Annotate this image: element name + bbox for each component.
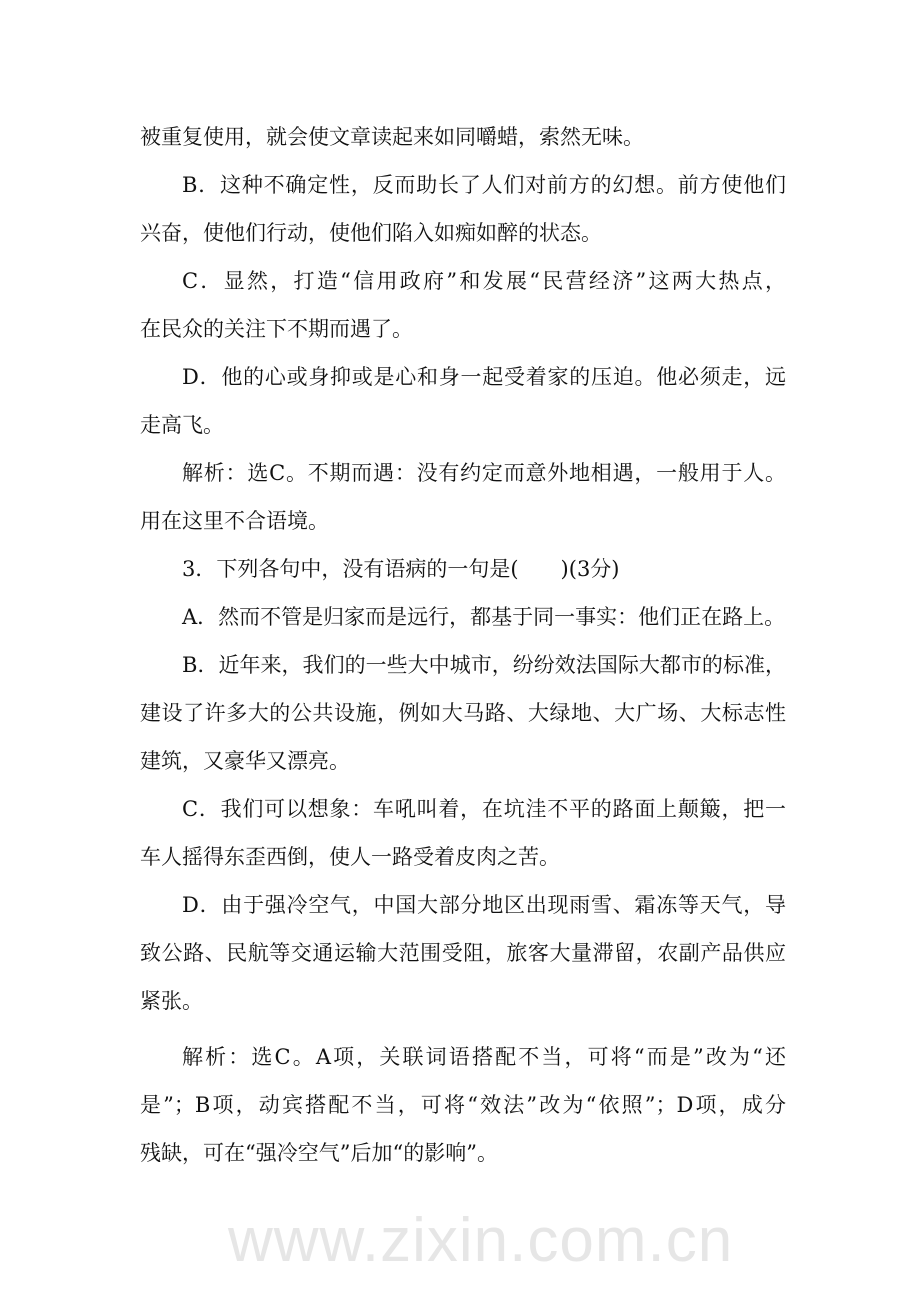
text-line: 在民众的关注下不期而遇了。 [140, 317, 413, 341]
text-line: 被重复使用，就会使文章读起来如同嚼蜡，索然无味。 [140, 125, 644, 149]
text-line: 车人摇得东歪西倒，使人一路受着皮肉之苦。 [140, 845, 560, 869]
text-line: C．我们可以想象：车吼叫着，在坑洼不平的路面上颠簸，把一 [182, 797, 786, 821]
text-line: 3．下列各句中，没有语病的一句是( )(3分) [182, 557, 620, 581]
paragraph [140, 113, 786, 161]
text-line: A．然而不管是归家而是远行，都基于同一事实：他们正在路上。 [182, 605, 786, 629]
paragraph [140, 593, 786, 641]
paragraph [140, 545, 786, 593]
text-line: D．由于强冷空气，中国大部分地区出现雨雪、霜冻等天气，导 [182, 893, 786, 917]
paragraph [140, 881, 786, 1025]
text-line: C．显然，打造“信用政府”和发展“民营经济”这两大热点， [182, 269, 786, 293]
text-line: 用在这里不合语境。 [140, 509, 329, 533]
text-line: 走高飞。 [140, 413, 224, 437]
text-line: B．这种不确定性，反而助长了人们对前方的幻想。前方使他们 [182, 173, 786, 197]
paragraph [140, 785, 786, 881]
paragraph [140, 1033, 786, 1177]
paragraph [140, 161, 786, 257]
paragraph [140, 449, 786, 545]
text-line: B．近年来，我们的一些大中城市，纷纷效法国际大都市的标准， [182, 653, 786, 677]
paragraph [140, 641, 786, 785]
watermark: www.zixin.com.cn [228, 1206, 734, 1275]
text-line: 紧张。 [140, 989, 203, 1013]
text-line: 建设了许多大的公共设施，例如大马路、大绿地、大广场、大标志性 [140, 701, 786, 725]
text-line: D．他的心或身抑或是心和身一起受着家的压迫。他必须走，远 [182, 365, 786, 389]
text-line: 兴奋，使他们行动，使他们陷入如痴如醉的状态。 [140, 221, 602, 245]
document-body [140, 113, 786, 1177]
text-line: 解析：选C。A项，关联词语搭配不当，可将“而是”改为“还 [182, 1045, 786, 1069]
text-line: 解析：选C。不期而遇：没有约定而意外地相遇，一般用于人。 [182, 461, 786, 485]
paragraph [140, 353, 786, 449]
paragraph [140, 257, 786, 353]
text-line: 建筑，又豪华又漂亮。 [140, 749, 350, 773]
text-line: 致公路、民航等交通运输大范围受阻，旅客大量滞留，农副产品供应 [140, 941, 786, 965]
text-line: 是”；B项，动宾搭配不当，可将“效法”改为“依照”；D项，成分 [140, 1093, 786, 1117]
text-line: 残缺，可在“强冷空气”后加“的影响”。 [140, 1141, 498, 1165]
